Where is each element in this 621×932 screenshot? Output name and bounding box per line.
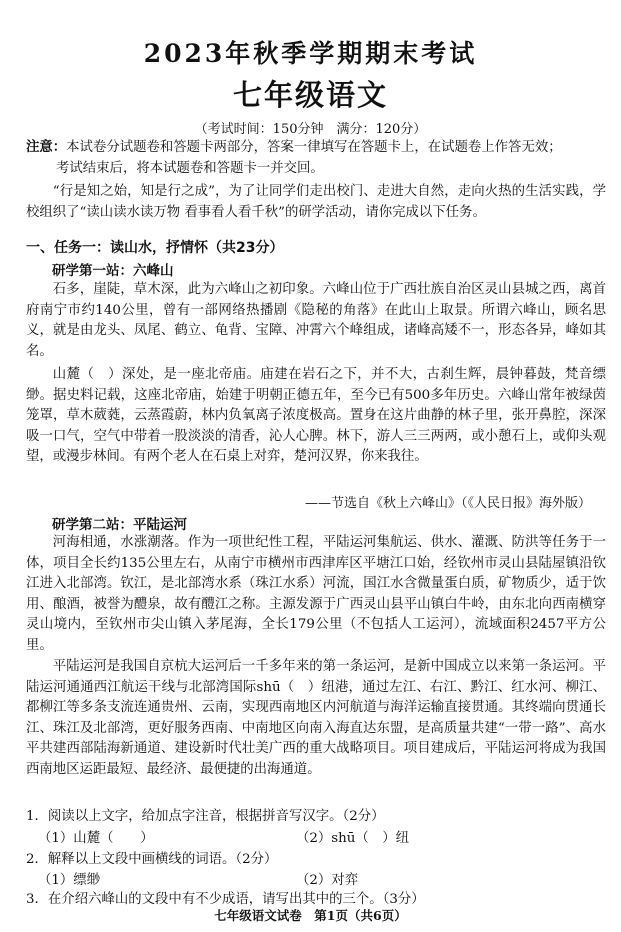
station1-paragraph-1: 石多，崖陡，草木深，此为六峰山之初印象。六峰山位于广西壮族自治区灵山县城之西，离首府南宁市约140公里，曾有一部网络热播剧《隐秘的角落》在此山上取景。所谓六峰山，顾名思义，就是由龙头、凤尾、鹤立、龟背、宝障、冲霄六个峰组成，诸峰高矮不一，形态各异，峰如其名。: [26, 282, 606, 359]
question-2-item-b: （2）对弈: [296, 873, 359, 888]
notice-line-2-wrap: [56, 159, 606, 180]
exam-title: 2023年秋季学期期末考试: [143, 39, 478, 68]
task1-heading: 一、任务一：读山水，抒情怀（共23分）: [26, 240, 284, 256]
subject-title: 七年级语文: [232, 78, 388, 112]
station1-source: ——节选自《秋上六峰山》（《人民日报》海外版）: [304, 496, 591, 511]
station2-heading: 研学第二站：平陆运河: [52, 517, 187, 533]
notice-label: 注意：: [26, 140, 67, 155]
question-1-item-a: （1）山麓（ ）: [38, 831, 154, 846]
station2-paragraph-2: 平陆运河是我国自京杭大运河后一千多年来的第一条运河，是新中国成立以来第一条运河。平陆运河通通西江航运干线与北部湾国际shū（ ）纽港，通过左江、右江、黔江、红水河、柳江、都柳江等多条支流连通贵州、云南，实现西南地区内河航道与海洋运输直接贯通。其终端向贯通长江、珠江及北部湾，更好服务西南、中南地区向南入海直达东盟，是高质量共建“一带一路”、高水平共建西部陆海新通道、建设新时代壮美广西的重大战略项目。项目建成后，平陆运河将成为我国西南地区运距最短、最经济、最便捷的出海通道。: [26, 659, 606, 777]
notice-line-1: 本试卷分试题卷和答题卡两部分，答案一律填写在答题卡上，在试题卷上作答无效；: [66, 140, 562, 155]
station2-paragraph-1: 河海相通，水涨潮落。作为一项世纪性工程，平陆运河集航运、供水、灌溉、防洪等任务于一体，项目全长约135公里左右，从南宁市横州市西津库区平塘江口始，经钦州市灵山县陆屋镇沿钦江进入北部湾。钦江，是北部湾水系（珠江水系）河流，国江水含微量蛋白质，矿物质少，适于饮用、酿酒，被誉为醴泉，故有醴江之称。主源发源于广西灵山县平山镇白牛岭，由东北向西南横穿灵山境内，至钦州市尖山镇入茅尾海，全长179公里（不包括人工运河），流域面积2457平方公里。: [26, 535, 606, 653]
question-2: 2．解释以上文段中画横线的词语。（2分）: [26, 852, 278, 867]
notice-block: [26, 138, 606, 159]
question-2-item-a: （1）缥缈: [38, 873, 101, 888]
intro-paragraph: “行是知之始，知是行之成”，为了让同学们走出校门、走进大自然，走向火热的生活实践，学校组织了“读山读水读万物 看事看人看千秋”的研学活动，请你完成以下任务。: [26, 184, 606, 220]
exam-meta: （考试时间：150分钟 满分：120分）: [194, 122, 427, 137]
question-3: 3．在介绍六峰山的文段中有不少成语，请写出其中的三个。（3分）: [26, 892, 425, 907]
station1-paragraph-2: 山麓（ ）深处，是一座北帝庙。庙建在岩石之下，并不大，古刹生辉，晨钟暮鼓，梵音缥缈。据史料记载，这座北帝庙，始建于明朝正德五年，至今已有500多年历史。六峰山常年被绿茵笼罩，草木葳蕤，云蒸霞蔚，林内负氧离子浓度极高。置身在这片曲静的林子里，张开鼻腔，深深吸一口气，空气中带着一股淡淡的清香，沁人心脾。林下，游人三三两两，或小憩石上，或仰头观望，或漫步林间。有两个老人在石桌上对弈，楚河汉界，你来我往。: [26, 367, 606, 464]
page-footer: 七年级语文试卷 第1页（共6页）: [214, 908, 407, 923]
question-1-item-b: （2）shū（ ）纽: [296, 831, 409, 846]
station1-heading: 研学第一站：六峰山: [52, 263, 174, 279]
question-1: 1．阅读以上文字，给加点字注音，根据拼音写汉字。（2分）: [26, 809, 385, 824]
notice-line-2: 考试结束后，将本试题卷和答题卡一并交回。: [56, 161, 324, 176]
